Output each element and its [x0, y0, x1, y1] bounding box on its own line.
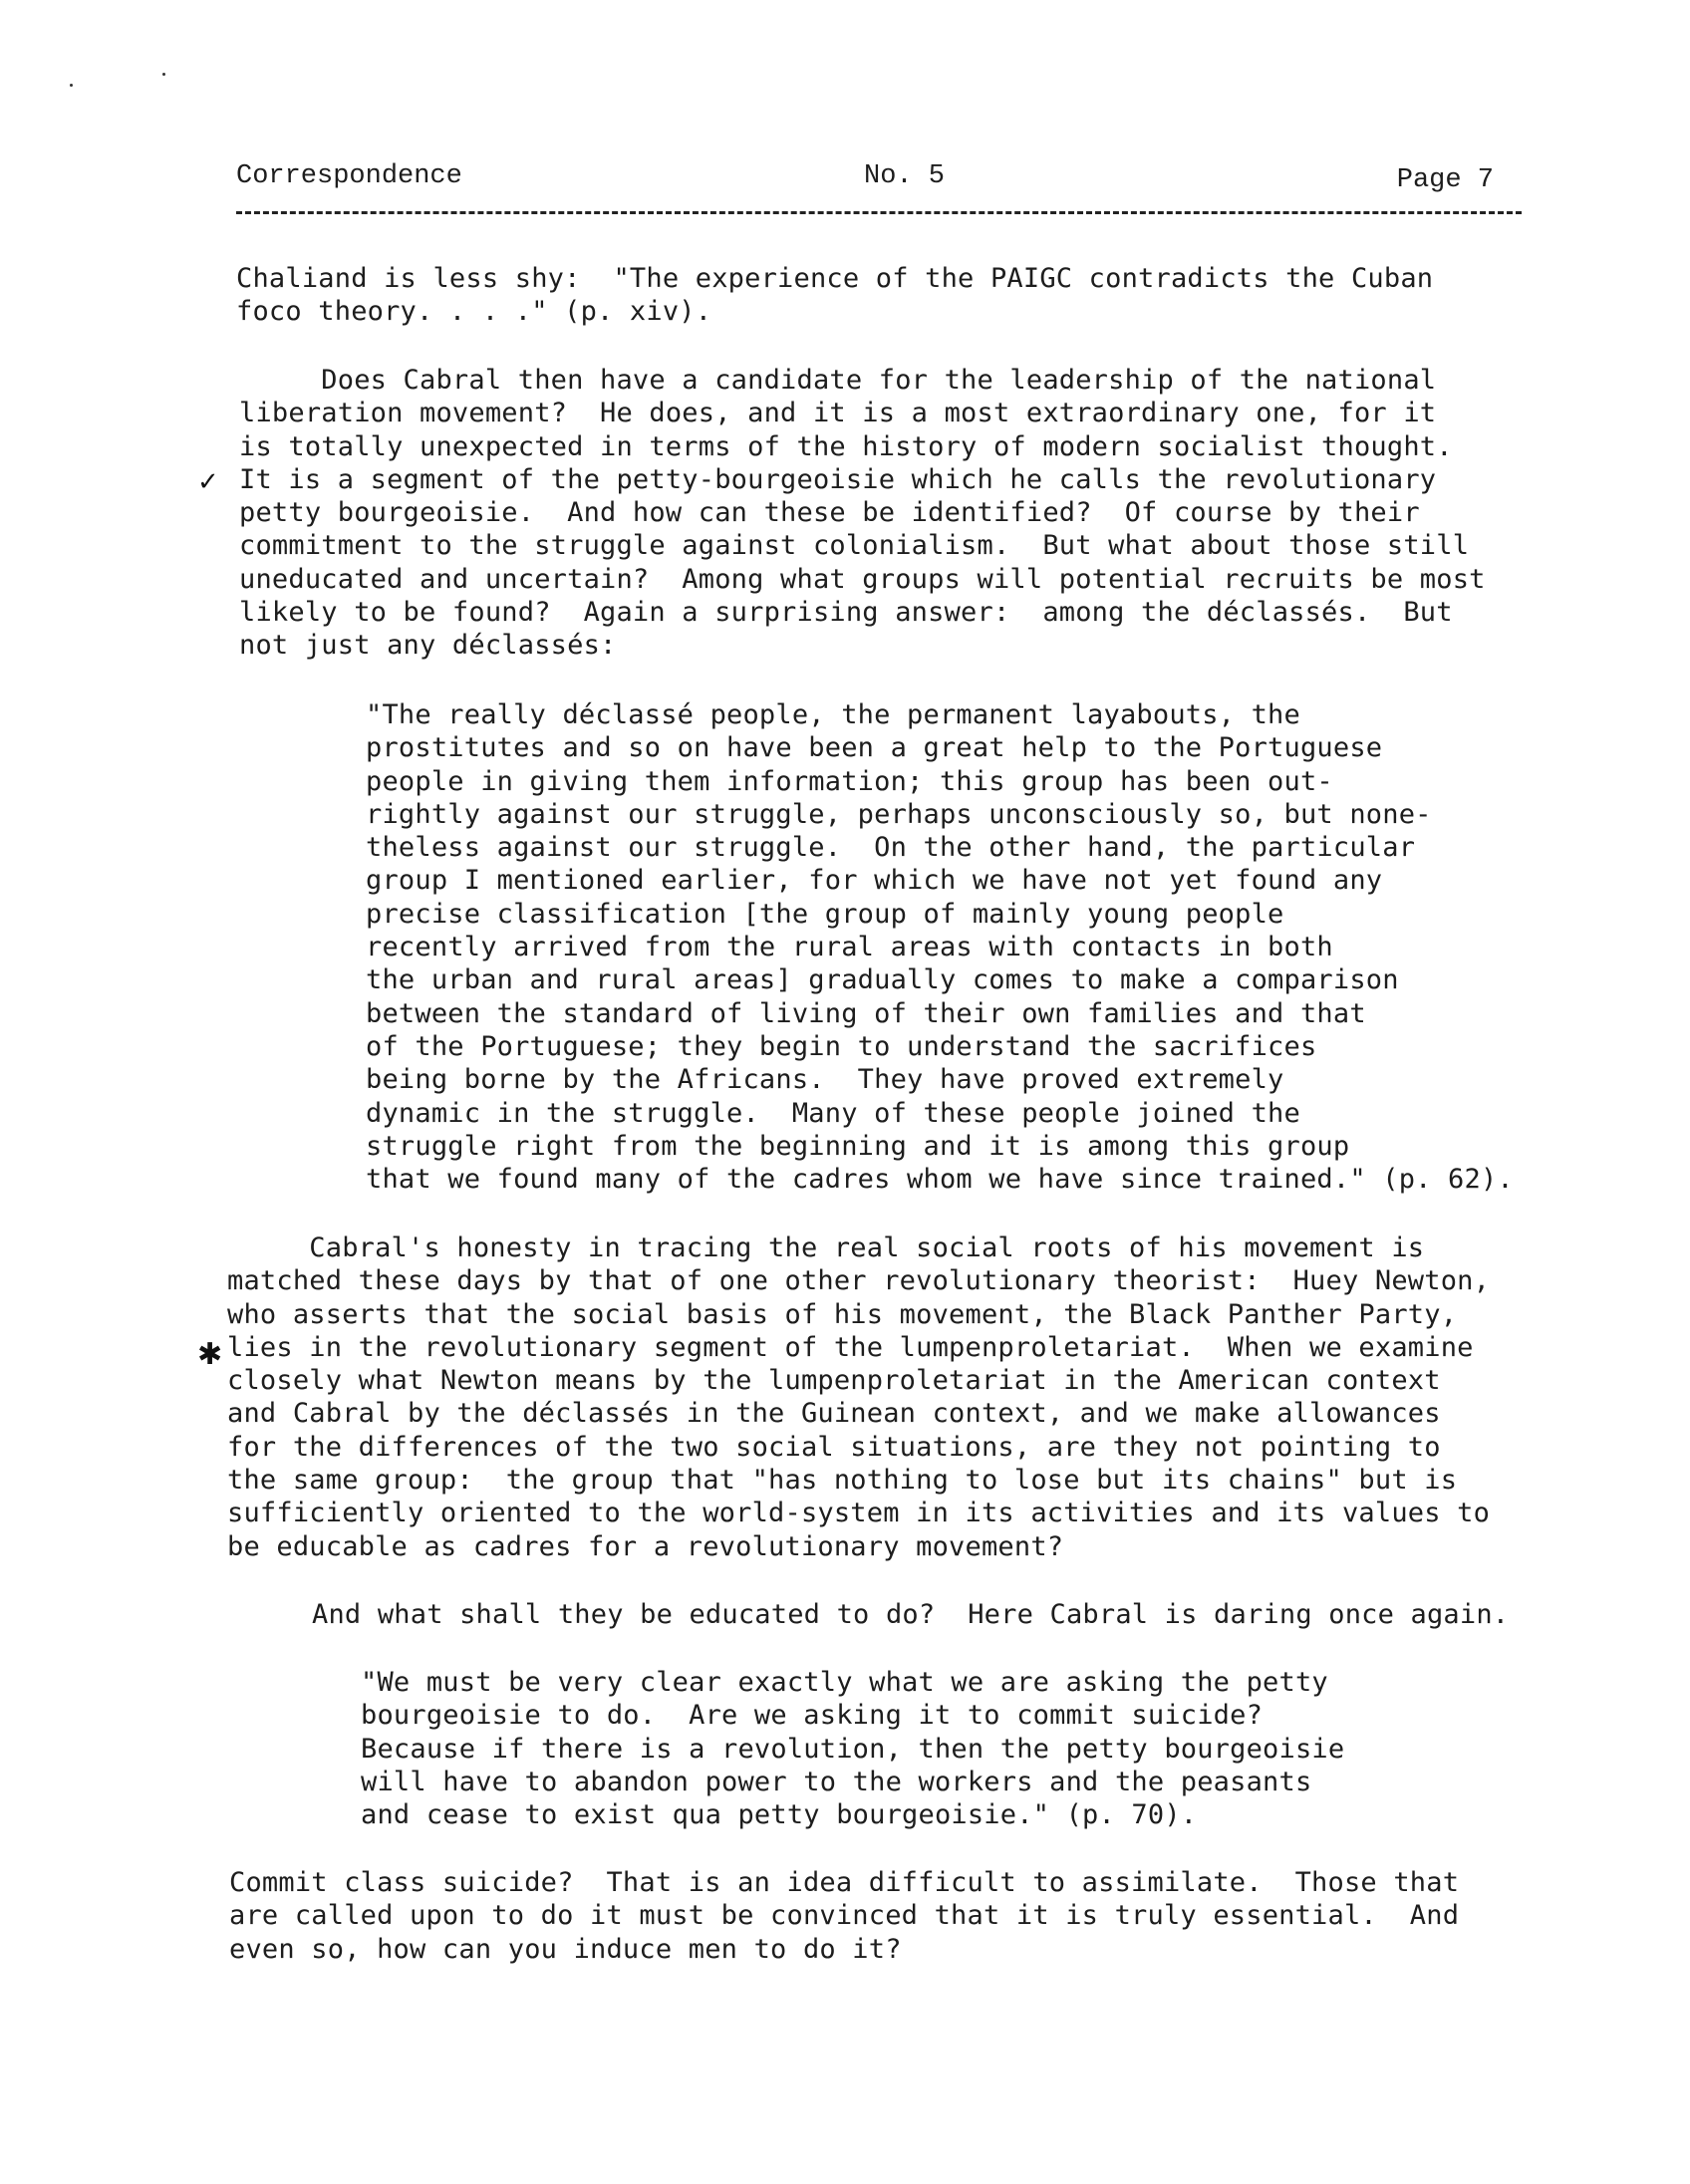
paragraph-educated-to-do: And what shall they be educated to do? Here Cabral is daring once again.: [312, 1599, 1510, 1630]
scan-speck: [70, 84, 73, 87]
paragraph-chaliand: Chaliand is less shy: "The experience of the PAIGC contradicts the Cuban foco theory. . . ." (p. xiv).: [236, 263, 1434, 328]
page-header: [236, 161, 1522, 201]
header-dashed-rule: [236, 211, 1522, 214]
block-quote-declasses: "The really déclassé people, the permanent layabouts, the prostitutes and so on have been a great help to the Portuguese people in giving them information; this group has been out- rightly against our struggle, perhaps unconsciously so, but none- theless against our struggle. On the other hand, the particular group I mentioned earlier, for which we have not yet found any precise classification [the group of mainly young people recently arrived from the rural areas with contacts in both the urban and rural areas] gradually comes to make a comparison between the standard of living of their own families and that of the Portuguese; they begin to understand the sacrifices being borne by the Africans. They have proved extremely dynamic in the struggle. Many of these people joined the struggle right from the beginning and it is among this group that we found many of the cadres whom we have since trained." (p. 62).: [366, 699, 1514, 1196]
margin-asterisk-icon: ✱: [197, 1337, 223, 1372]
header-left: Correspondence: [236, 161, 462, 191]
header-issue-number: No. 5: [864, 161, 946, 191]
header-page-number: Page 7: [1396, 165, 1494, 195]
paragraph-huey-newton: Cabral's honesty in tracing the real social roots of his movement is matched these days by that of one other revolutionary theorist: Huey Newton, who asserts that the social basis of his movement, the Black Panther Party, lies in the revolutionary segment of the lumpenproletariat. When we examine closely what Newton means by the lumpenproletariat in the American context and Cabral by the déclassés in the Guinean context, and we make allowances for the differences of the two social situations, are they not pointing to the same group: the group that "has nothing to lose but its chains" but is sufficiently oriented to the world-system in its activities and its values to be educable as cadres for a revolutionary movement?: [227, 1232, 1491, 1562]
paragraph-commit-class-suicide: Commit class suicide? That is an idea difficult to assimilate. Those that are called upon to do it must be convinced that it is truly essential. And even so, how can you induce men to do it?: [229, 1867, 1460, 1965]
paragraph-cabral-candidate: Does Cabral then have a candidate for the leadership of the national liberation movement? He does, and it is a most extraordinary one, for it is totally unexpected in terms of the history of modern socialist thought. It is a segment of the petty-bourgeoisie which he calls the revolutionary petty bourgeoisie. And how can these be identified? Of course by their commitment to the struggle against colonialism. But what about those still uneducated and uncertain? Among what groups will potential recruits be most likely to be found? Again a surprising answer: among the déclassés. But not just any déclassés:: [239, 365, 1486, 662]
scan-speck: [162, 73, 165, 76]
block-quote-class-suicide: "We must be very clear exactly what we are asking the petty bourgeoisie to do. Are we asking it to commit suicide? Because if there is a revolution, then the petty bourgeoisie will have to abandon power to the workers and the peasants and cease to exist qua petty bourgeoisie." (p. 70).: [361, 1667, 1345, 1831]
margin-check-mark-icon: ✓: [197, 467, 219, 497]
